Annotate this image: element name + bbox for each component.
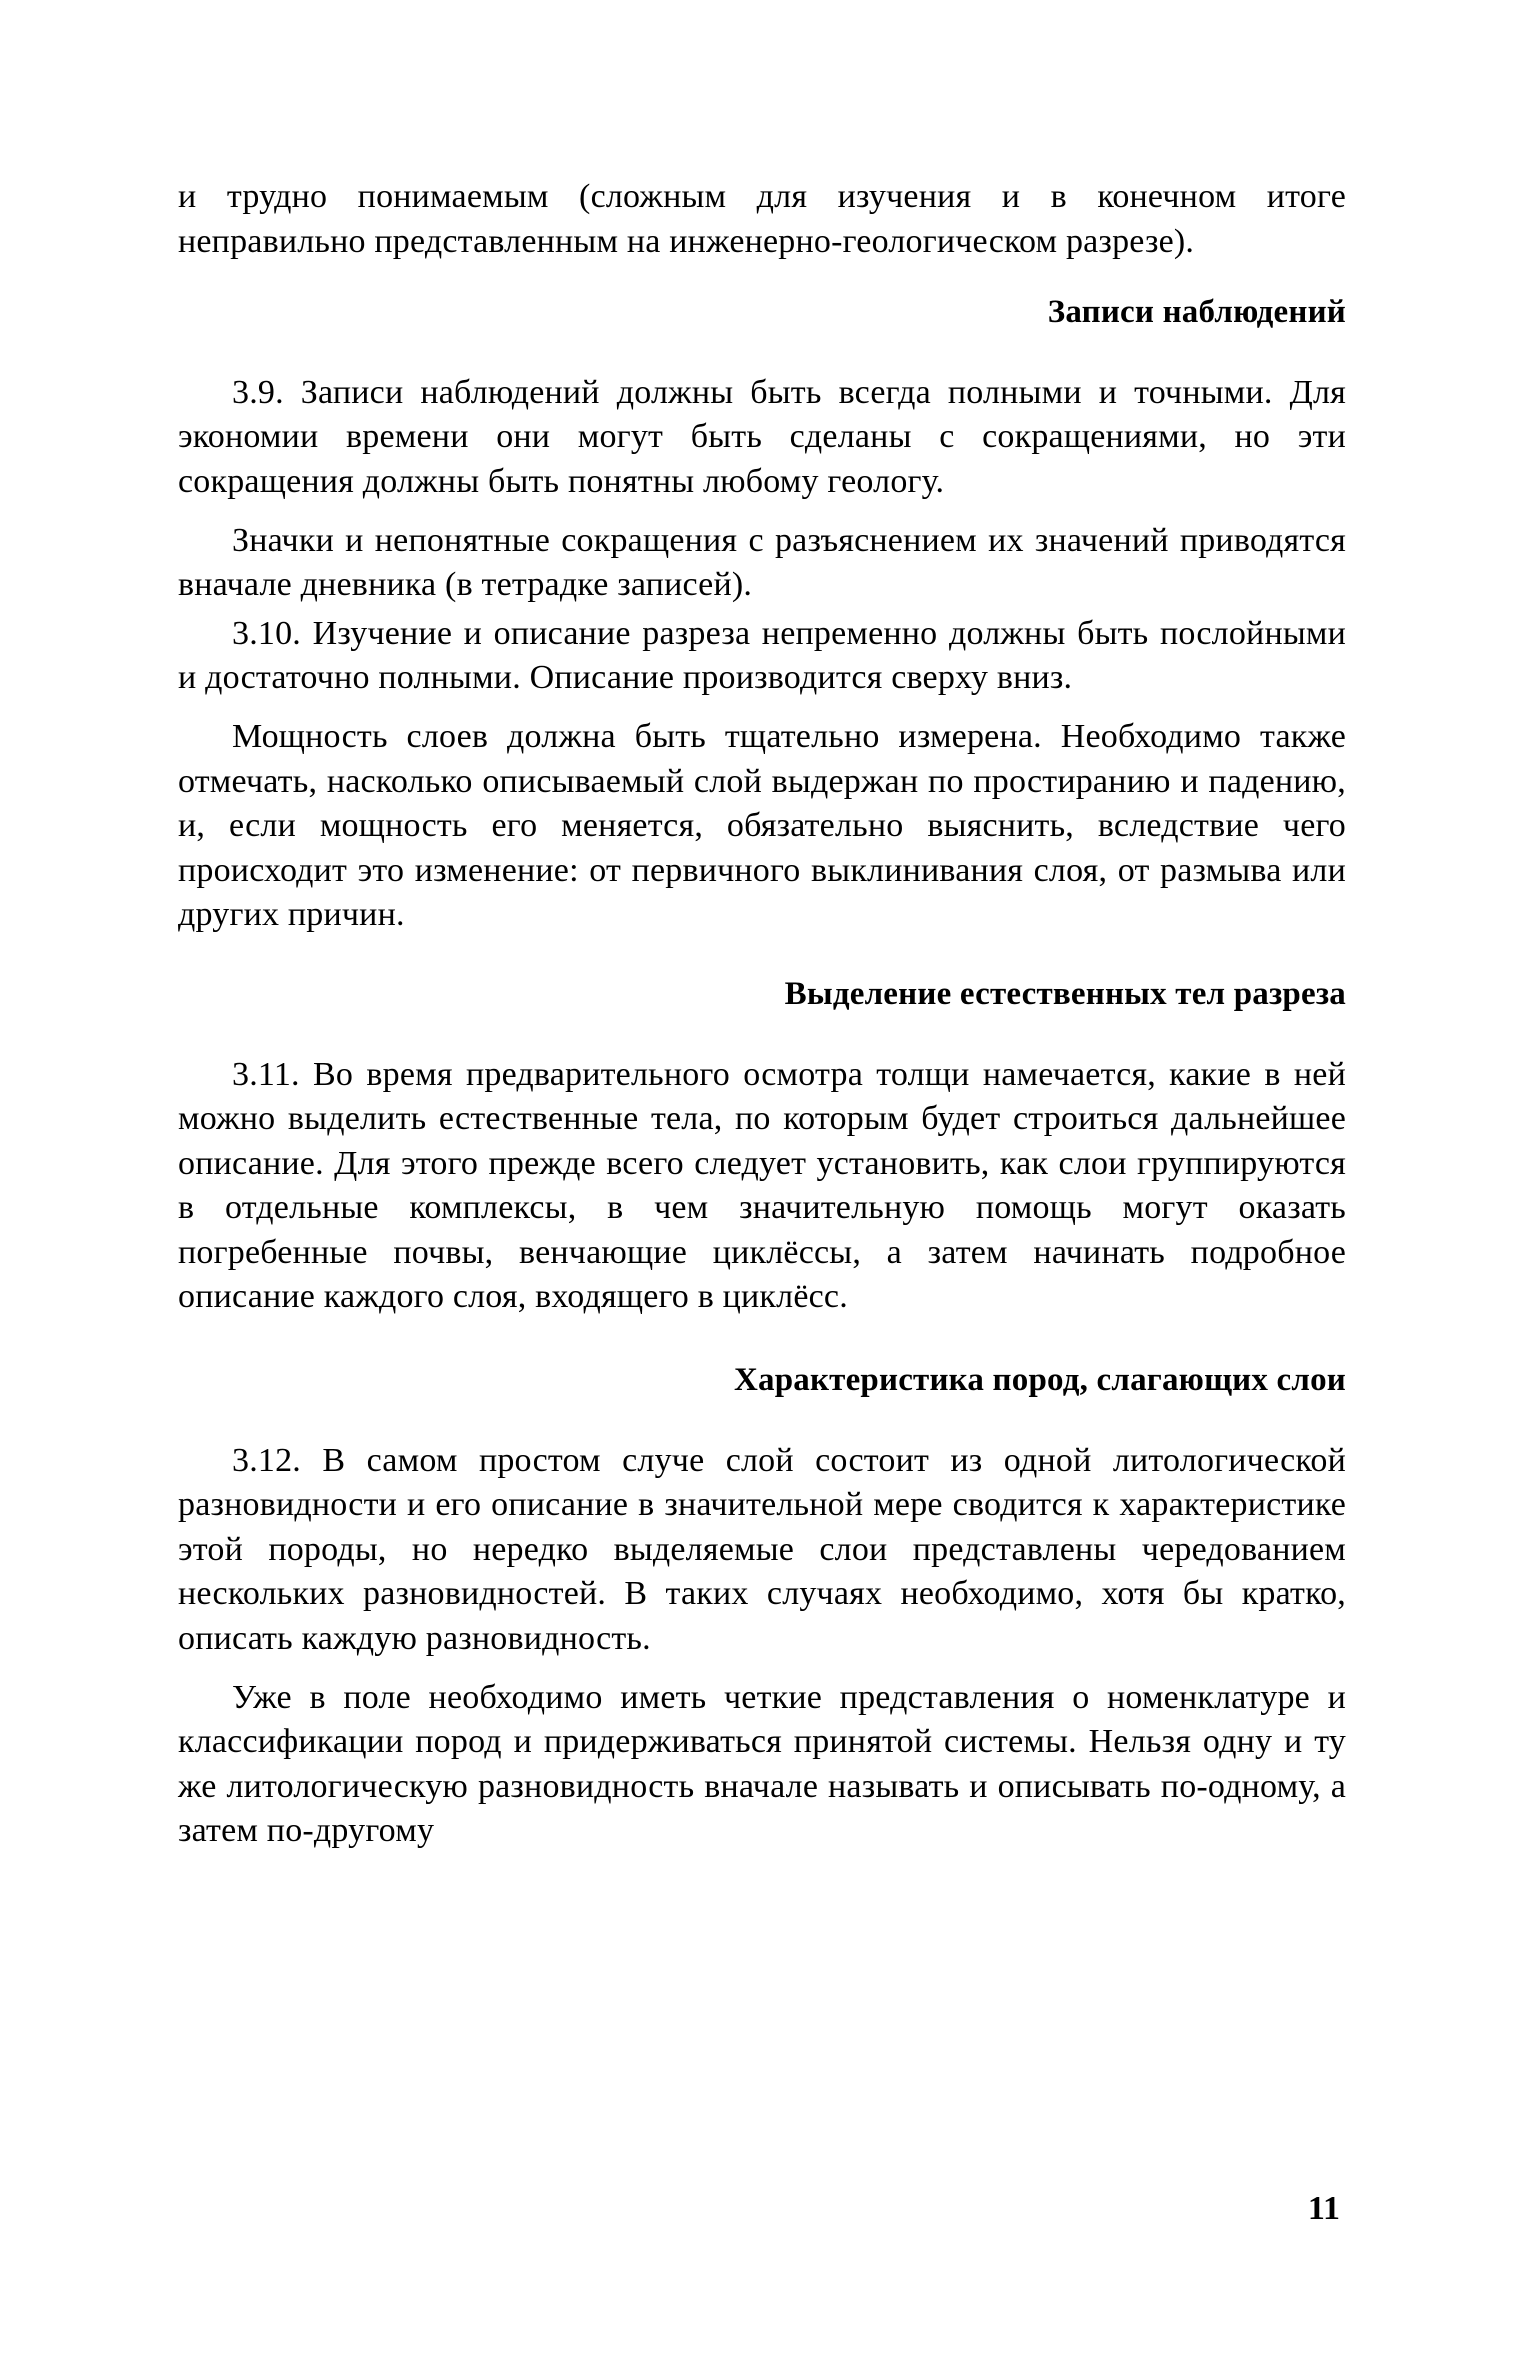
page-number: 11 bbox=[1307, 2190, 1340, 2227]
page-body bbox=[178, 175, 1346, 1854]
paragraph-3-9: 3.9. Записи наблюдений должны быть всегда полными и точными. Для экономии времени они могут быть сделаны с сокращениями, но эти сокращения должны быть понятны любому геологу. bbox=[178, 373, 1346, 500]
section-heading-observations: Записи наблюдений bbox=[1047, 294, 1346, 331]
paragraph-3-12-classification: Уже в поле необходимо иметь четкие представления о номенклатуре и классификации пород и придерживаться принятой системы. Нельзя одну и ту же литологическую разновидность вначале называть и описывать по-одному, а затем по-другому bbox=[178, 1678, 1346, 1850]
section-heading-rock-characteristics: Характеристика пород, слагающих слои bbox=[733, 1362, 1346, 1399]
paragraph-3-10: 3.10. Изучение и описание разреза непременно должны быть послойными и достаточно полными. Описание производится сверху вниз. bbox=[178, 614, 1346, 697]
paragraph-3-9-notes: Значки и непонятные сокращения с разъяснением их значений приводятся вначале дневника (в тетрадке записей). bbox=[178, 521, 1346, 604]
intro-paragraph: и трудно понимаемым (сложным для изучения и в конечном итоге неправильно представленным на инженерно-геологическом разрезе). bbox=[178, 178, 1346, 260]
paragraph-3-12: 3.12. В самом простом случе слой состоит из одной литологической разновидности и его описание в значительной мере сводится к характеристике этой породы, но нередко выделяемые слои представлены чередованием нескольких разновидностей. В таких случаях необходимо, хотя бы кратко, описать каждую разновидность. bbox=[178, 1441, 1346, 1658]
section-heading-natural-bodies: Выделение естественных тел разреза bbox=[784, 975, 1346, 1012]
paragraph-3-10-thickness: Мощность слоев должна быть тщательно измерена. Необходимо также отмечать, насколько описываемый слой выдержан по простиранию и падению, и, если мощность его меняется, обязательно выяснить, вследствие чего происходит это изменение: от первичного выклинивания слоя, от размыва или других причин. bbox=[178, 717, 1346, 934]
paragraph-3-11: 3.11. Во время предварительного осмотра толщи намечается, какие в ней можно выделить естественные тела, по которым будет строиться дальнейшее описание. Для этого прежде всего следует установить, как слои группируются в отдельные комплексы, в чем значительную помощь могут оказать погребенные почвы, венчающие циклёссы, а затем начинать подробное описание каждого слоя, входящего в циклёсс. bbox=[178, 1055, 1346, 1316]
